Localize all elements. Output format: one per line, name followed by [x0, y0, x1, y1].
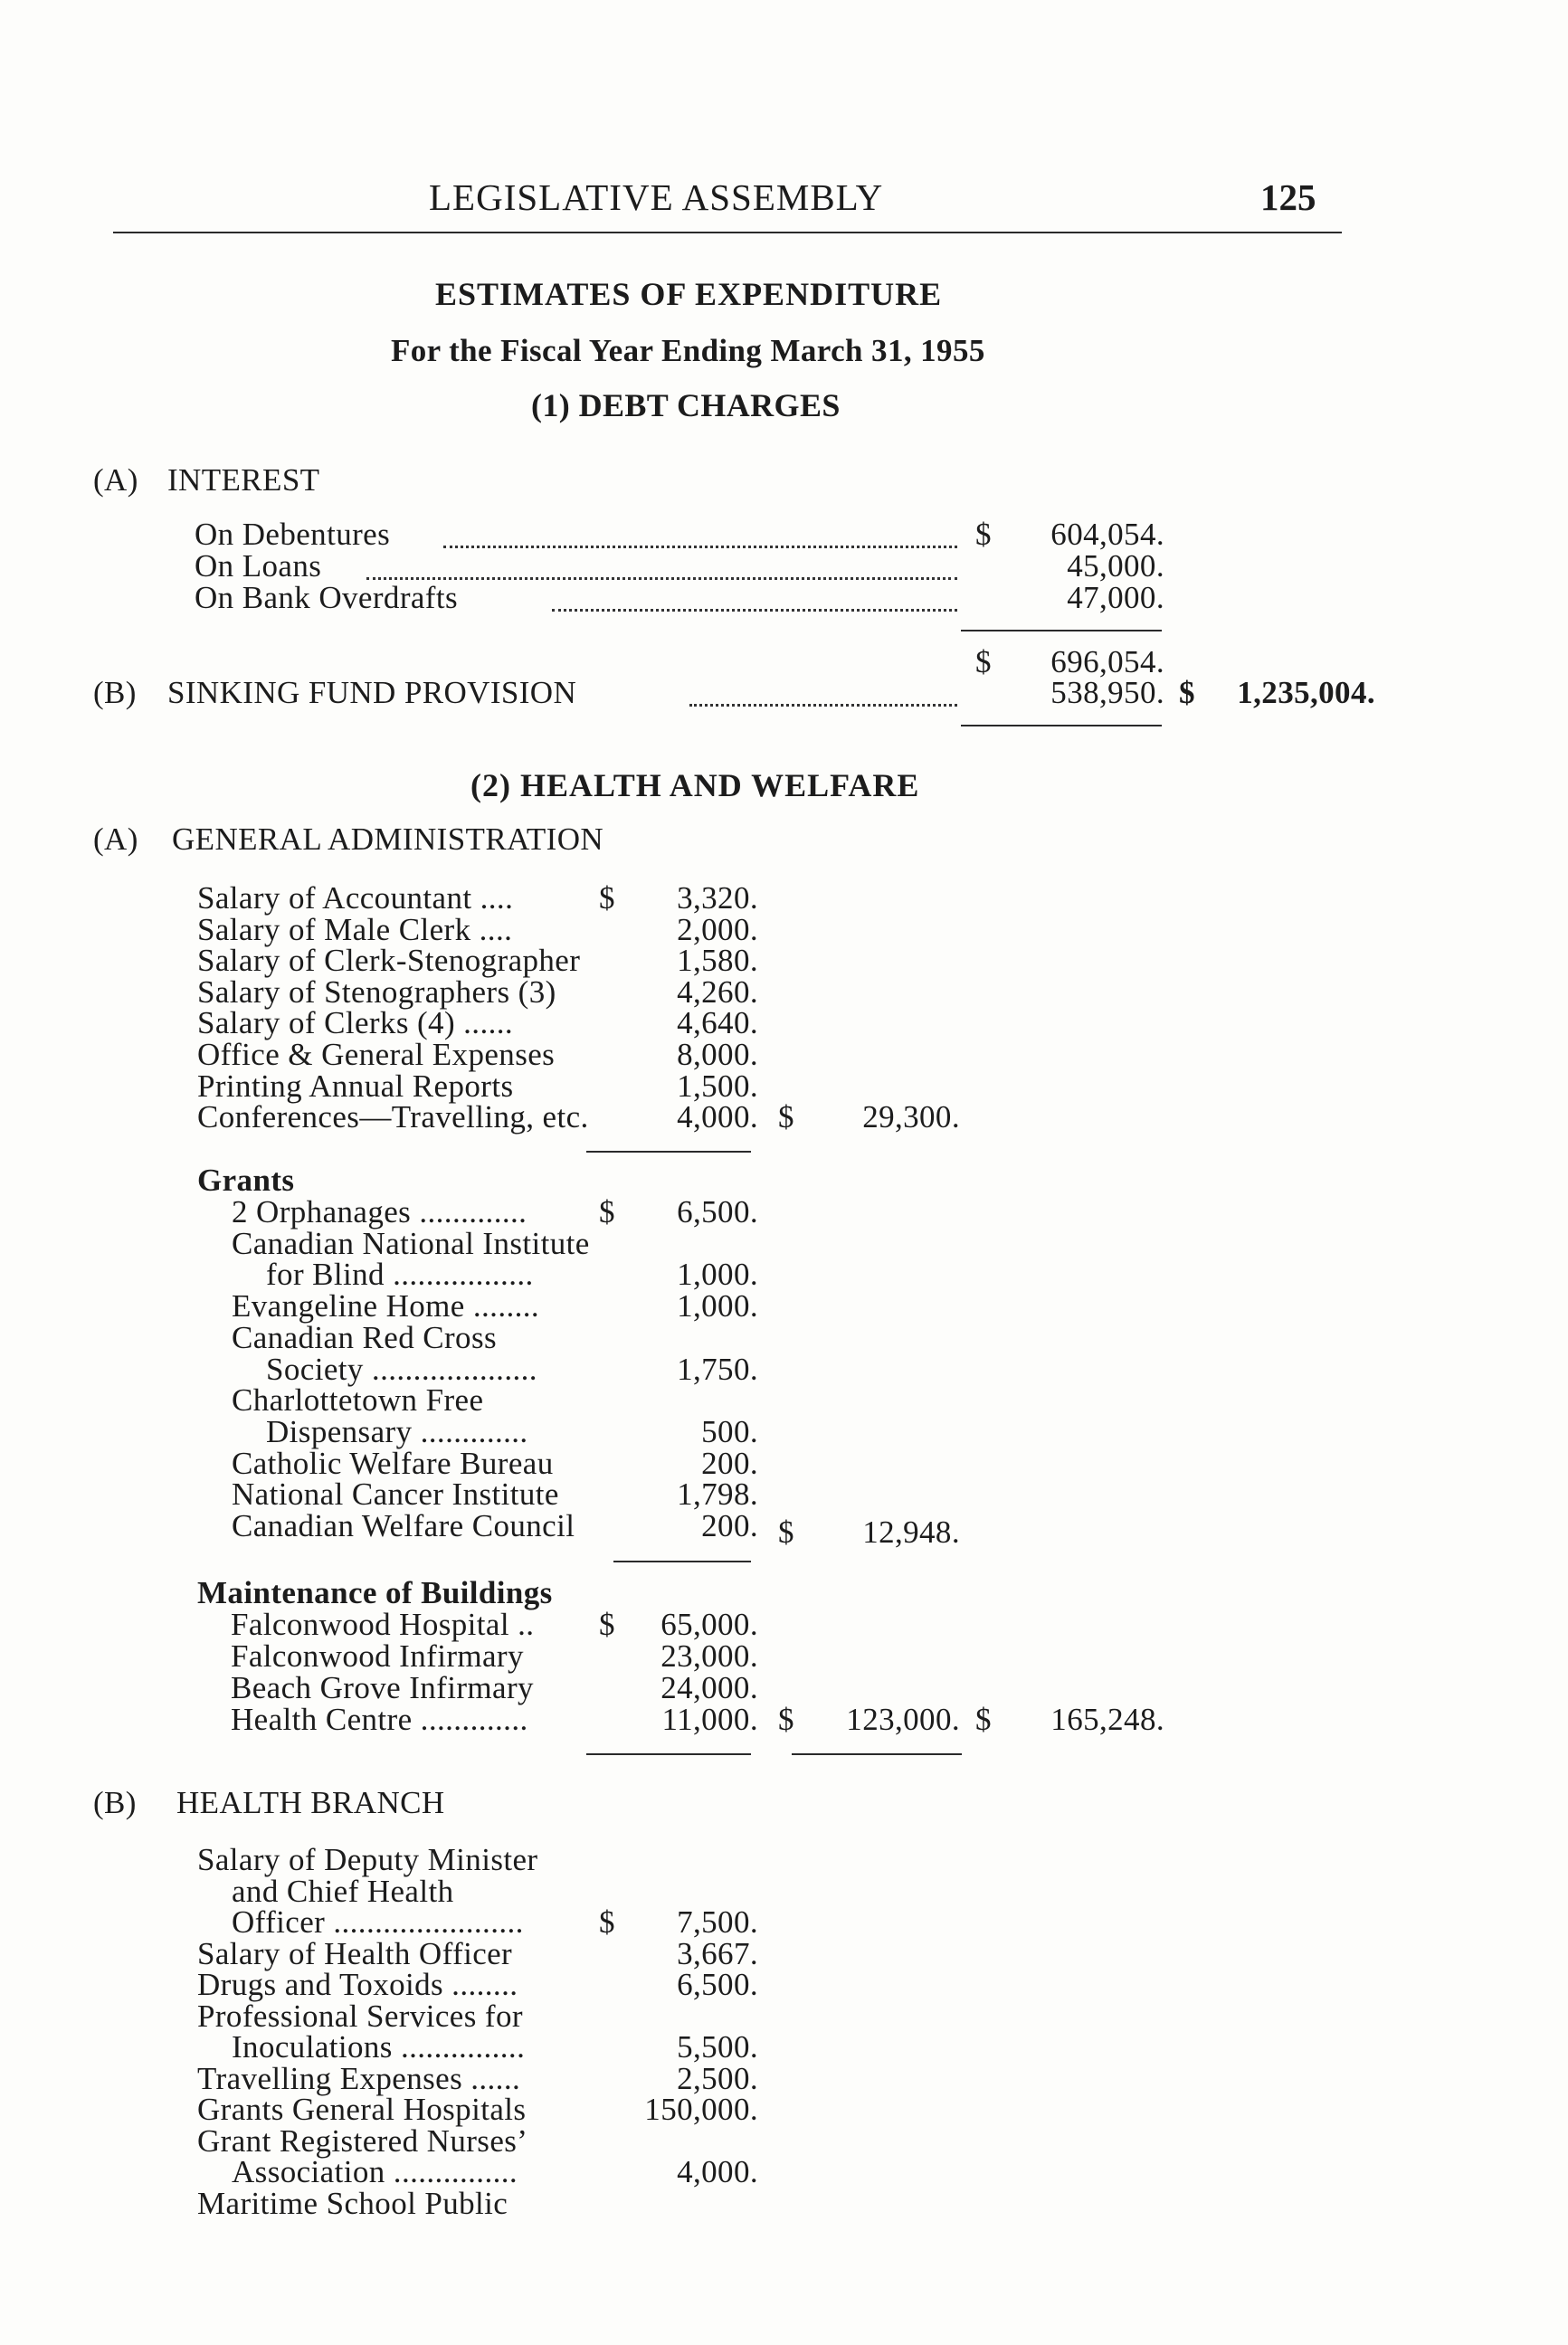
section-debt-charges-title: (1) DEBT CHARGES — [531, 387, 841, 423]
section-health-welfare-title: (2) HEALTH AND WELFARE — [470, 767, 920, 803]
maintenance-row-label: Falconwood Infirmary — [231, 1638, 524, 1674]
health-b-label: (B) — [93, 1785, 137, 1820]
grant-row-label: Catholic Welfare Bureau — [232, 1445, 554, 1481]
dot-leader — [443, 546, 957, 548]
debt-a-title: INTEREST — [167, 462, 320, 498]
health-branch-row-label: Professional Services for — [197, 1998, 523, 2034]
health-branch-row-label: and Chief Health — [232, 1873, 454, 1909]
admin-total: 29,300. — [862, 1099, 960, 1135]
admin-row-value: 1,580. — [677, 943, 758, 979]
dot-leader — [689, 704, 957, 707]
maintenance-row-value: 65,000. — [660, 1607, 758, 1642]
interest-row-value: 47,000. — [1067, 580, 1164, 615]
grant-row-label: Charlottetown Free — [232, 1382, 484, 1419]
dot-leader — [552, 609, 957, 612]
admin-row-currency: $ — [599, 880, 615, 916]
admin-row-label: Salary of Accountant .... — [197, 880, 514, 916]
header-rule — [113, 232, 1342, 233]
page-number: 125 — [1260, 176, 1316, 218]
sinking-fund-value: 538,950. — [1050, 675, 1164, 710]
admin-row-value: 8,000. — [677, 1037, 758, 1072]
health-branch-row-value: 150,000. — [644, 2092, 758, 2127]
estimates-title: ESTIMATES OF EXPENDITURE — [435, 276, 943, 312]
grants-rule — [613, 1561, 751, 1562]
health-branch-row-value: 5,500. — [677, 2029, 758, 2065]
admin-total-currency: $ — [778, 1099, 794, 1135]
grant-row-label: for Blind ................. — [266, 1257, 534, 1293]
health-branch-row-label: Grant Registered Nurses’ — [197, 2122, 528, 2159]
debt-total-rule — [961, 725, 1162, 726]
health-branch-row-label: Maritime School Public — [197, 2185, 508, 2221]
health-branch-row-label: Inoculations ............... — [232, 2029, 526, 2065]
maintenance-subtotal-rule — [792, 1753, 962, 1755]
interest-row-label: On Loans — [195, 548, 322, 584]
interest-subtotal-currency: $ — [975, 644, 992, 679]
grant-row-label: Dispensary ............. — [266, 1413, 528, 1449]
admin-row-value: 1,500. — [677, 1068, 758, 1104]
grant-row-label: Society .................... — [266, 1351, 537, 1387]
health-branch-row-label: Salary of Deputy Minister — [197, 1842, 538, 1877]
interest-subtotal: 696,054. — [1050, 644, 1164, 679]
grant-row-value: 500. — [701, 1413, 758, 1449]
interest-row-value: 604,054. — [1050, 517, 1164, 552]
grant-row-value: 1,000. — [677, 1288, 758, 1324]
health-branch-row-label: Grants General Hospitals — [197, 2092, 527, 2127]
maintenance-row-label: Health Centre ............. — [231, 1702, 528, 1737]
health-branch-row-label: Salary of Health Officer — [197, 1935, 513, 1971]
admin-row-label: Salary of Clerks (4) ...... — [197, 1005, 514, 1041]
grant-row-label: Canadian National Institute — [232, 1225, 590, 1261]
grant-row-value: 6,500. — [677, 1194, 758, 1229]
debt-total-currency: $ — [1179, 675, 1195, 710]
grant-row-label: Evangeline Home ........ — [232, 1288, 540, 1324]
health-a-title: GENERAL ADMINISTRATION — [172, 821, 604, 857]
grant-row-value: 1,000. — [677, 1257, 758, 1293]
health-branch-row-value: 6,500. — [677, 1967, 758, 2002]
grant-row-label: National Cancer Institute — [232, 1476, 559, 1513]
health-branch-row-currency: $ — [599, 1904, 615, 1940]
maintenance-row-value: 23,000. — [660, 1638, 758, 1674]
health-branch-row-label: Travelling Expenses ...... — [197, 2060, 521, 2096]
health-branch-row-label: Association ............... — [232, 2154, 518, 2189]
admin-row-label: Salary of Clerk-Stenographer — [197, 943, 581, 979]
admin-row-label: Salary of Stenographers (3) — [197, 973, 556, 1010]
interest-row-value: 45,000. — [1067, 548, 1164, 584]
grant-row-currency: $ — [599, 1194, 615, 1229]
maintenance-total-currency: $ — [778, 1702, 794, 1737]
admin-rule — [586, 1151, 751, 1153]
health-branch-row-label: Drugs and Toxoids ........ — [197, 1967, 518, 2002]
health-b-title: HEALTH BRANCH — [176, 1785, 445, 1820]
debt-b-title: SINKING FUND PROVISION — [167, 675, 577, 710]
maintenance-row-value: 11,000. — [661, 1702, 758, 1737]
grants-title: Grants — [197, 1163, 295, 1198]
health-branch-row-value: 4,000. — [677, 2154, 758, 2189]
admin-row-value: 4,260. — [677, 973, 758, 1010]
health-branch-row-value: 2,500. — [677, 2060, 758, 2096]
general-admin-total-currency: $ — [975, 1702, 992, 1737]
interest-row-label: On Bank Overdrafts — [195, 580, 459, 615]
maintenance-total: 123,000. — [846, 1702, 960, 1737]
maintenance-rule — [586, 1753, 751, 1755]
debt-charges-total: 1,235,004. — [1237, 675, 1375, 710]
admin-row-value: 4,000. — [677, 1099, 758, 1135]
admin-row-value: 2,000. — [677, 911, 758, 947]
grants-total-currency: $ — [778, 1514, 794, 1550]
grant-row-value: 200. — [701, 1445, 758, 1481]
health-a-label: (A) — [93, 821, 138, 857]
admin-row-label: Conferences—Travelling, etc. — [197, 1099, 589, 1135]
interest-row-label: On Debentures — [195, 517, 391, 552]
running-header-title: LEGISLATIVE ASSEMBLY — [429, 176, 884, 218]
maintenance-row-value: 24,000. — [660, 1670, 758, 1705]
interest-row-currency: $ — [975, 517, 992, 552]
grant-row-label: Canadian Welfare Council — [232, 1508, 575, 1543]
maintenance-row-label: Falconwood Hospital .. — [231, 1607, 535, 1642]
debt-b-label: (B) — [93, 675, 137, 710]
debt-a-label: (A) — [93, 462, 138, 498]
maintenance-title: Maintenance of Buildings — [197, 1575, 553, 1610]
grant-row-value: 1,798. — [677, 1476, 758, 1513]
grant-row-label: 2 Orphanages ............. — [232, 1194, 527, 1229]
general-admin-total: 165,248. — [1050, 1702, 1164, 1737]
maintenance-row-currency: $ — [599, 1607, 615, 1642]
grant-row-value: 200. — [701, 1508, 758, 1543]
health-branch-row-value: 7,500. — [677, 1904, 758, 1940]
fiscal-year-subtitle: For the Fiscal Year Ending March 31, 1955 — [391, 333, 985, 368]
grants-total: 12,948. — [862, 1514, 960, 1550]
health-branch-row-label: Officer ....................... — [232, 1904, 524, 1940]
maintenance-row-label: Beach Grove Infirmary — [231, 1670, 534, 1705]
grant-row-value: 1,750. — [677, 1351, 758, 1387]
admin-row-label: Office & General Expenses — [197, 1037, 556, 1072]
admin-row-label: Printing Annual Reports — [197, 1068, 514, 1104]
admin-row-value: 3,320. — [677, 880, 758, 916]
grant-row-label: Canadian Red Cross — [232, 1319, 497, 1355]
admin-row-value: 4,640. — [677, 1005, 758, 1041]
admin-row-label: Salary of Male Clerk .... — [197, 911, 513, 947]
health-branch-row-value: 3,667. — [677, 1935, 758, 1971]
interest-rule — [961, 630, 1162, 631]
